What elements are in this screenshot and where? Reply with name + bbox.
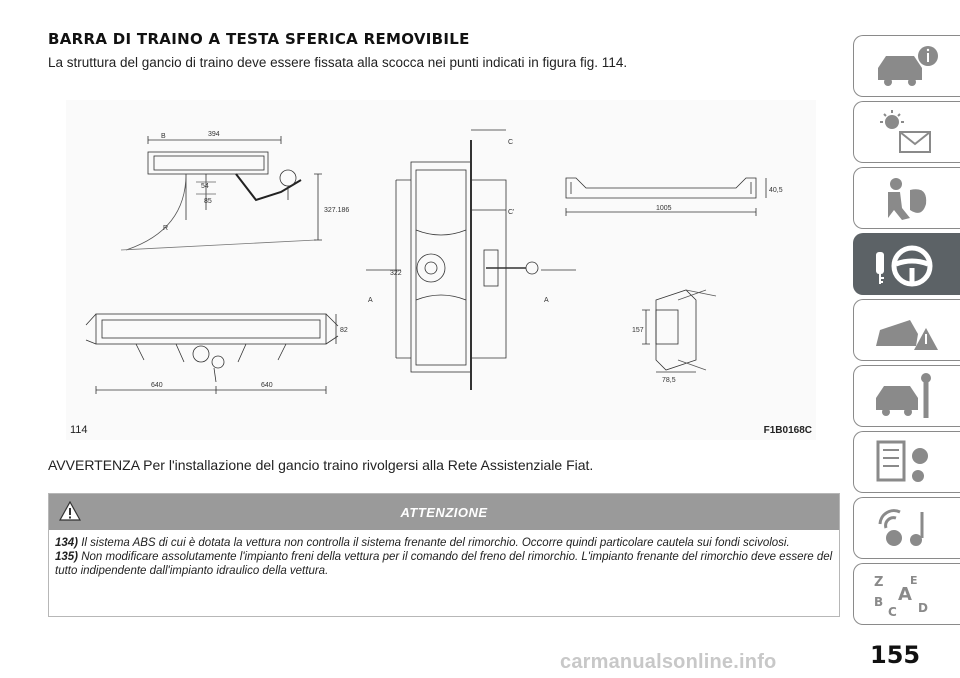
attention-title: ATTENZIONE [400, 504, 488, 520]
svg-text:A: A [898, 584, 912, 605]
tab-starting-driving[interactable] [853, 233, 960, 295]
tab-emergency[interactable] [853, 299, 960, 361]
tab-service[interactable] [853, 365, 960, 427]
section-detail-view [632, 290, 716, 384]
dim-85: 85 [204, 198, 212, 205]
tab-airbag-safety[interactable] [853, 167, 960, 229]
technical-data-icon [870, 438, 940, 488]
attention-body [49, 530, 839, 578]
tab-index[interactable] [853, 563, 960, 625]
tab-technical-data[interactable] [853, 431, 960, 493]
section-heading: BARRA DI TRAINO A TESTA SFERICA REMOVIBILE [48, 30, 470, 48]
item-number: 135) [55, 551, 79, 563]
warning-triangle-icon [59, 501, 81, 521]
label-c-prime: C' [508, 209, 515, 216]
rear-view [86, 314, 348, 394]
dim-394: 394 [208, 131, 220, 138]
alphabet-index-icon [870, 570, 940, 620]
attention-box [48, 493, 840, 617]
dim-640-right: 640 [261, 382, 273, 389]
car-service-icon [870, 372, 940, 422]
steering-wheel-key-icon [870, 240, 940, 290]
label-a-left: A [368, 297, 373, 304]
figure-number: 114 [70, 424, 88, 436]
dim-640-left: 640 [151, 382, 163, 389]
label-b: B [161, 133, 166, 140]
label-a-right: A [544, 297, 549, 304]
figure-code: F1B0168C [763, 425, 812, 436]
top-view [366, 130, 576, 390]
dim-78-5: 78,5 [662, 377, 676, 384]
tow-bar-diagram [66, 100, 816, 440]
tab-car-info[interactable] [853, 35, 960, 97]
emergency-car-icon [870, 306, 940, 356]
technical-drawing [66, 100, 816, 440]
side-view [121, 131, 349, 250]
item-text: Il sistema ABS di cui è dotata la vettura non controlla il sistema frenante del rimorchio. Occorre quindi particolare cautela sui fondi scivolosi. [81, 537, 790, 549]
intro-paragraph: La struttura del gancio di traino deve essere fissata alla scocca nei punti indicati in figura fig. 114. [48, 55, 628, 70]
crossbar-view [566, 178, 783, 216]
item-number: 134) [55, 537, 79, 549]
car-info-icon [870, 42, 940, 92]
svg-text:Z: Z [874, 575, 884, 590]
airbag-safety-icon [870, 174, 940, 224]
warning-note: AVVERTENZA Per l'installazione del gancio traino rivolgersi alla Rete Assistenziale Fiat. [48, 457, 594, 473]
dim-54: 54 [201, 183, 209, 190]
label-r: R [163, 225, 169, 232]
attention-item [55, 550, 833, 578]
dim-82: 82 [340, 327, 348, 334]
multimedia-icon [870, 504, 940, 554]
tab-warning-lights[interactable] [853, 101, 960, 163]
attention-header [49, 494, 839, 530]
attention-item [55, 536, 833, 550]
svg-text:D: D [918, 601, 928, 615]
dim-40-5: 40,5 [769, 187, 783, 194]
watermark: carmanualsonline.info [560, 651, 777, 673]
dim-186: 327.186 [324, 207, 350, 214]
page-number: 155 [870, 641, 921, 669]
dim-322: 322 [390, 270, 402, 277]
dim-1005: 1005 [656, 205, 672, 212]
dim-157: 157 [632, 327, 644, 334]
tab-multimedia[interactable] [853, 497, 960, 559]
svg-text:B: B [874, 595, 884, 609]
item-text: Non modificare assolutamente l'impianto freni della vettura per il comando del freno del rimorchio. L'impianto frenante del rimorchio deve essere del tutto indipendente dall'impianto idraulico della vettura. [55, 551, 833, 577]
svg-text:E: E [910, 574, 918, 587]
label-c: C [508, 139, 514, 146]
warning-lights-icon [870, 108, 940, 158]
svg-text:C: C [888, 605, 897, 619]
